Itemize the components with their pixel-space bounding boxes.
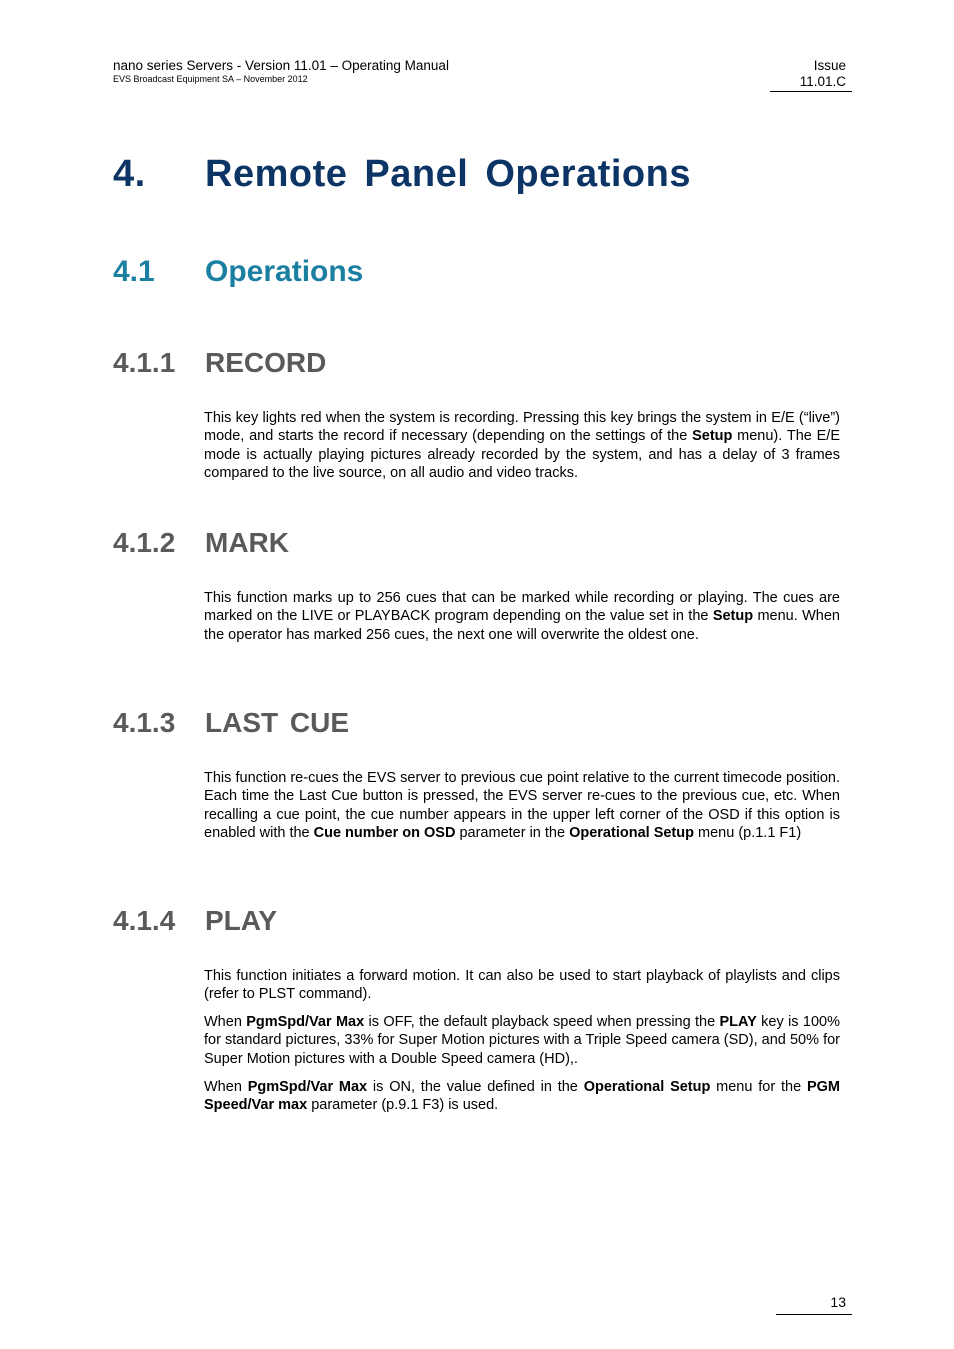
subsection-heading-play bbox=[113, 905, 277, 937]
header-subtitle: EVS Broadcast Equipment SA – November 2012 bbox=[113, 74, 308, 84]
subsection-heading-last-cue bbox=[113, 707, 349, 739]
chapter-title: Remote Panel Operations bbox=[205, 153, 691, 195]
subsection-number: 4.1.3 bbox=[113, 707, 176, 738]
subsection-title: LAST CUE bbox=[205, 707, 349, 738]
header-title: nano series Servers - Version 11.01 – Operating Manual bbox=[113, 58, 449, 73]
section-heading bbox=[113, 255, 363, 289]
footer-rule bbox=[776, 1314, 852, 1315]
play-paragraph-2: When PgmSpd/Var Max is OFF, the default playback speed when pressing the PLAY key is 100% for standard pictures, 33% for Super Motion pictures with a Triple Speed camera (SD), and 50% for Super Motion pictures with a Double Speed camera (HD),. bbox=[204, 1014, 840, 1067]
chapter-number: 4. bbox=[113, 153, 146, 195]
subsection-title: RECORD bbox=[205, 347, 327, 378]
header-rule bbox=[770, 91, 852, 92]
section-title: Operations bbox=[205, 255, 364, 288]
subsection-title: PLAY bbox=[205, 905, 278, 936]
subsection-heading-mark bbox=[113, 527, 289, 559]
record-paragraph: This key lights red when the system is recording. Pressing this key brings the system in E/E (“live”) mode, and starts the record if necessary (depending on the settings of the Setup menu). The E/E mode is actually playing pictures already recorded by the system, and has a delay of 3 frames compared to the live source, on all audio and video tracks. bbox=[204, 410, 840, 481]
mark-paragraph: This function marks up to 256 cues that can be marked while recording or playing. The cues are marked on the LIVE or PLAYBACK program depending on the value set in the Setup menu. When the operator has marked 256 cues, the next one will overwrite the oldest one. bbox=[204, 590, 840, 643]
subsection-number: 4.1.4 bbox=[113, 905, 176, 936]
subsection-number: 4.1.1 bbox=[113, 347, 176, 378]
subsection-title: MARK bbox=[205, 527, 289, 558]
subsection-number: 4.1.2 bbox=[113, 527, 176, 558]
play-paragraph-1: This function initiates a forward motion. It can also be used to start playback of playlists and clips (refer to PLST command). bbox=[204, 968, 840, 1003]
section-number: 4.1 bbox=[113, 255, 155, 288]
chapter-heading bbox=[113, 153, 691, 196]
play-paragraph-3: When PgmSpd/Var Max is ON, the value defined in the Operational Setup menu for the PGM Speed/Var max parameter (p.9.1 F3) is used. bbox=[204, 1079, 840, 1114]
subsection-heading-record bbox=[113, 347, 326, 379]
header-issue-label: Issue bbox=[813, 58, 846, 73]
last-cue-paragraph: This function re-cues the EVS server to previous cue point relative to the current timecode position. Each time the Last Cue button is pressed, the EVS server re-cues to the previous cue, etc. When recalling a cue point, the cue number appears in the upper left corner of the OSD if this option is enabled with the Cue number on OSD parameter in the Operational Setup menu (p.1.1 F1) bbox=[204, 770, 840, 841]
page-number: 13 bbox=[830, 1294, 846, 1310]
header-issue-value: 11.01.C bbox=[799, 74, 846, 89]
